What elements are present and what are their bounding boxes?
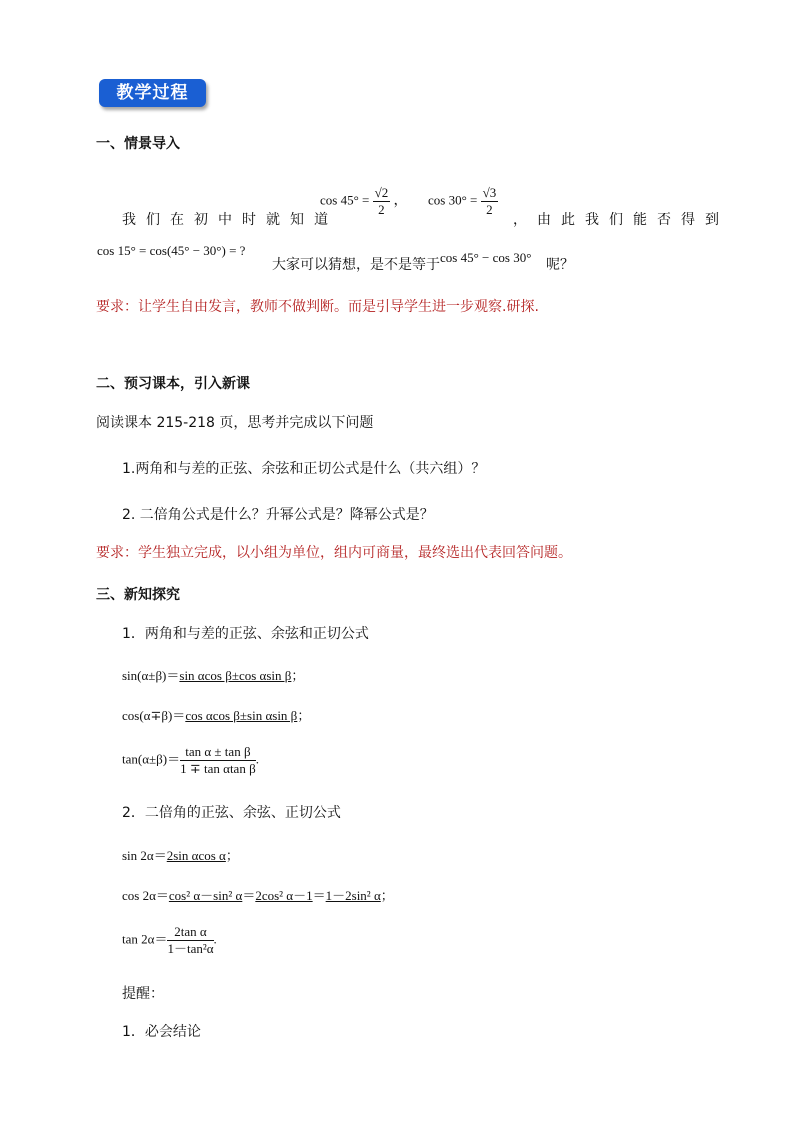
- requirement-1: 要求：让学生自由发言，教师不做判断。而是引导学生进一步观察.研探.: [96, 299, 539, 315]
- formula-cos-sum: [122, 705, 310, 724]
- equals-sign: ＝: [312, 888, 326, 903]
- section-label-teaching-process: 教学过程: [99, 79, 206, 107]
- sin-double-rhs: 2sin αcos α: [166, 848, 226, 863]
- tan-sum-numerator: tan α ± tan β: [180, 744, 256, 761]
- tan-sum-end: .: [255, 751, 259, 767]
- cos-sum-lhs: cos(α∓β)＝: [122, 708, 186, 723]
- intro-text-end: ，由此我们能否得到: [513, 212, 729, 228]
- cos-double-lhs: cos 2α＝: [122, 888, 169, 903]
- cos30-lhs: cos 30° =: [428, 192, 478, 208]
- reminder-label: 提醒：: [122, 986, 164, 1002]
- equals-sign: ＝: [242, 888, 256, 903]
- cos-double-form-c: 1－2sin² α: [325, 888, 381, 903]
- subheading-double-angle: 2．二倍角的正弦、余弦、正切公式: [122, 805, 341, 821]
- cos30-fraction: [481, 185, 499, 218]
- cos-double-form-b: 2cos² α－1: [255, 888, 313, 903]
- heading-preview: 二、预习课本，引入新课: [96, 376, 250, 392]
- cos45-numerator: √2: [374, 185, 389, 200]
- tan-sum-denominator: 1 ∓ tan αtan β: [180, 761, 256, 776]
- comma: ，: [393, 193, 408, 209]
- guess-text: 大家可以猜想，是不是等于: [272, 257, 440, 273]
- cos-sum-end: ；: [297, 708, 311, 723]
- subheading-sum-difference: 1．两角和与差的正弦、余弦和正切公式: [122, 626, 369, 642]
- cos30-denominator: 2: [486, 202, 493, 217]
- sin-sum-end: ；: [291, 668, 305, 683]
- formula-sin-double: [122, 845, 239, 864]
- sin-double-end: ；: [225, 848, 239, 863]
- heading-scene-intro: 一、情景导入: [96, 136, 180, 152]
- formula-cos-diff: cos 45° − cos 30°: [440, 250, 532, 265]
- formula-tan-double: [122, 924, 217, 957]
- formula-sin-sum: [122, 665, 304, 684]
- question-2: 2. 二倍角公式是什么？升幂公式是？降幂公式是？: [122, 507, 434, 523]
- formula-cos15: cos 15° = cos(45° − 30°) = ?: [97, 243, 246, 258]
- tan-double-lhs: tan 2α＝: [122, 931, 168, 947]
- tan-sum-fraction: [180, 744, 256, 777]
- sin-double-lhs: sin 2α＝: [122, 848, 167, 863]
- formula-tan-sum: [122, 744, 259, 777]
- formula-cos-double: [122, 885, 394, 904]
- formula-cos45: [320, 185, 408, 218]
- sin-sum-lhs: sin(α±β)＝: [122, 668, 180, 683]
- tan-double-end: .: [213, 931, 217, 947]
- cos-sum-rhs: cos αcos β±sin αsin β: [185, 708, 298, 723]
- cos45-fraction: [373, 185, 391, 218]
- tan-sum-lhs: tan(α±β)＝: [122, 751, 181, 767]
- cos45-lhs: cos 45° =: [320, 192, 370, 208]
- cos45-denominator: 2: [378, 202, 385, 217]
- question-1: 1.两角和与差的正弦、余弦和正切公式是什么（共六组）？: [122, 461, 486, 477]
- cos30-numerator: √3: [482, 185, 497, 200]
- cos-double-form-a: cos² α－sin² α: [168, 888, 243, 903]
- tan-double-numerator: 2tan α: [167, 924, 213, 941]
- guess-text-end: 呢？: [546, 257, 574, 273]
- heading-new-knowledge: 三、新知探究: [96, 587, 180, 603]
- tan-double-fraction: [167, 924, 213, 957]
- sin-sum-rhs: sin αcos β±cos αsin β: [179, 668, 292, 683]
- intro-text: 我们在初中时就知道: [122, 212, 338, 228]
- cos-double-end: ；: [380, 888, 394, 903]
- requirement-2: 要求：学生独立完成，以小组为单位，组内可商量，最终选出代表回答问题。: [96, 545, 572, 561]
- tan-double-denominator: 1－tan²α: [167, 941, 214, 956]
- reading-task: 阅读课本 215-218 页，思考并完成以下问题: [96, 415, 374, 431]
- formula-cos30: [428, 185, 498, 218]
- conclusion-heading: 1．必会结论: [122, 1024, 201, 1040]
